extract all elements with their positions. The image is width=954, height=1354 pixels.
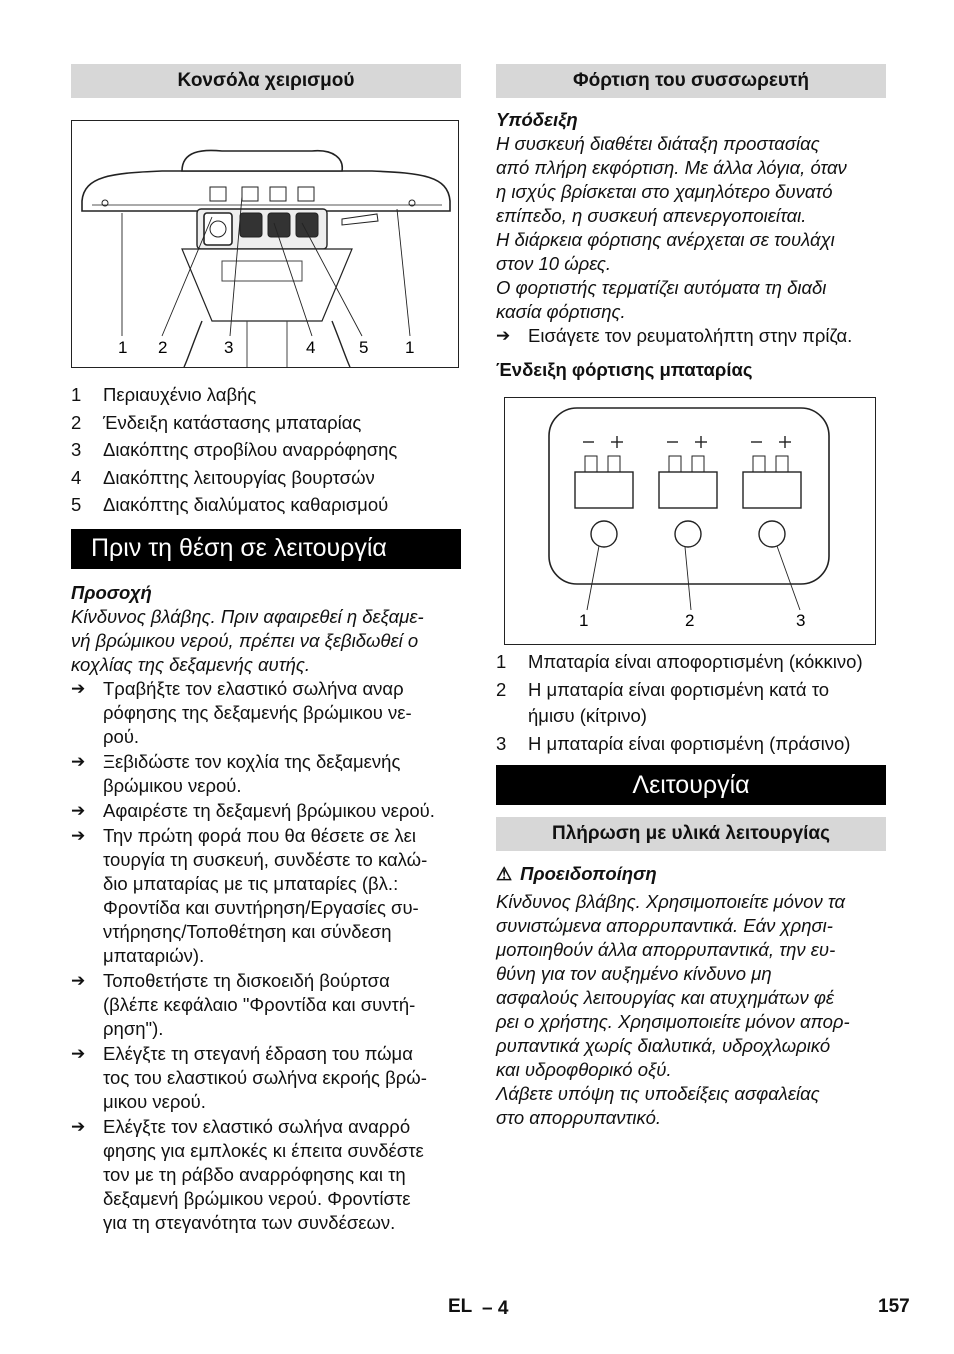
step-item: ➔ Αφαιρέστε τη δεξαμενή βρώμικου νερού. [71,799,435,821]
step-item: ➔ Ξεβιδώστε τον κοχλία της δεξαμενής βρώμικου νερού. [71,750,401,796]
step-item: ➔ Ελέγξτε τον ελαστικό σωλήνα αναρρό φησης για εμπλοκές κι έπειτα συνδέστε τον με τη ράβδο αναρρόφησης και τη δεξαμενή βρώμικου νερού. Φροντίστε για τη στεγανότητα των συνδέσεων. [71,1115,424,1233]
lamp-yellow [675,521,701,547]
section-title-operation: Λειτουργία [496,765,886,805]
fig-label-5: 5 [359,338,369,357]
step-item: ➔ Τοποθετήστε τη δισκοειδή βούρτσα (βλέπε κεφάλαιο "Φροντίδα και συντή- ρηση"). [71,969,416,1039]
list-item: 5 Διακόπτης διαλύματος καθαρισμού [71,494,389,515]
fig-label-2: 2 [158,338,168,357]
step-item: ➔ Τραβήξτε τον ελαστικό σωλήνα αναρ ρόφησης της δεξαμενής βρώμικου νε- ρού. [71,677,412,747]
fill-heading: Πλήρωση με υλικά λειτουργίας [496,817,886,851]
console-figure [71,120,459,368]
charging-steps [496,324,886,348]
note-text: Η συσκευή διαθέτει διάταξη προστασίας από πλήρη εκφόρτιση. Με άλλα λόγια, όταν η ισχύς βρίσκεται στο χαμηλότερο δυνατό επίπεδο, η συσκευή απενεργοποιείται. Η διάρκεια φόρτισης ανέρχεται σε τουλάχι στον 10 ώρες. Ο φορτιστής τερματίζει αυτόματα τη διαδι κασία φόρτισης. [496,133,847,322]
arrow-right-icon: ➔ [71,1116,86,1136]
fig-label-1b: 1 [405,338,415,357]
list-item: 4 Διακόπτης λειτουργίας βουρτσών [71,466,375,488]
console-legend [71,381,461,519]
list-item: 1 Μπαταρία είναι αποφορτισμένη (κόκκινο) [496,651,863,672]
step-item: ➔ Ελέγξτε τη στεγανή έδραση του πώμα τος του ελαστικού σωλήνα εκροής βρώ- μικου νερού. [71,1042,427,1112]
battery-fig-label-2: 2 [685,611,695,630]
lamp-green [759,521,785,547]
step-item: ➔ Εισάγετε τον ρευματολήπτη στην πρίζα. [496,325,853,346]
list-item: 2 Η μπαταρία είναι φορτισμένη κατά το ήμισυ (κίτρινο) [496,679,830,726]
arrow-right-icon: ➔ [71,825,86,845]
arrow-right-icon: ➔ [71,751,86,771]
list-item: 2 Ένδειξη κατάστασης μπαταρίας [71,411,362,433]
preparation-steps [71,677,461,1235]
fig-label-3: 3 [224,338,234,357]
battery-fig-label-1: 1 [579,611,589,630]
section-title-before-operation: Πριν τη θέση σε λειτουργία [71,529,461,569]
arrow-right-icon: ➔ [71,800,86,820]
caution-label: Προσοχή [71,581,152,603]
page-number: 157 [878,1296,910,1317]
battery-legend [496,649,886,757]
warning-triangle-icon: ⚠ [496,864,513,884]
battery-indicator-figure [504,397,876,645]
note-label: Υπόδειξη [496,109,578,130]
console-heading: Κονσόλα χειρισμού [71,64,461,98]
list-item: 1 Περιαυχένιο λαβής [71,384,257,405]
indicator-heading: Ένδειξη φόρτισης μπαταρίας [496,359,753,380]
list-item: 3 Διακόπτης στροβίλου αναρρόφησης [71,439,398,460]
arrow-right-icon: ➔ [496,326,511,345]
caution-text: Κίνδυνος βλάβης. Πριν αφαιρεθεί η δεξαμε- νή βρώμικου νερού, πρέπει να ξεβιδωθεί ο κοχλίας της δεξαμενής αυτής. [71,605,424,675]
arrow-right-icon: ➔ [71,1043,86,1063]
fig-label-4: 4 [306,338,316,357]
arrow-right-icon: ➔ [71,678,86,698]
warning-text: Κίνδυνος βλάβης. Χρησιμοποιείτε μόνον τα συνιστώμενα απορρυπαντικά. Εάν χρησι- μοποιηθούν άλλα απορρυπαντικά, την ευ- θύνη για τον αυξημένο κίνδυνο μη ασφαλούς λειτουργίας και ατυχημάτων φέ ρει ο χρήστης. Χρησιμοποιείτε μόνον απορ- ρυπαντικά χωρίς διαλυτικά, υδροχλωρικό και υδροφθορικό οξύ. Λάβετε υπόψη τις υποδείξεις ασφαλείας στο απορρυπαντικό. [496,891,850,1128]
right-column [496,64,886,1130]
footer-section-number: – 4 [482,1298,509,1319]
footer-lang: EL [448,1296,473,1317]
fig-label-1: 1 [118,338,128,357]
battery-indicator-drawing [505,398,875,644]
lamp-red [591,521,617,547]
arrow-right-icon: ➔ [71,970,86,990]
step-item: ➔ Την πρώτη φορά που θα θέσετε σε λει τουργία τη συσκευή, συνδέστε το καλώ- διο μπαταρίας με τις μπαταρίες (βλ.: Φροντίδα και συντήρηση/Εργασίες συ- ντήρησης/Τοποθέτηση και σύνδεση μπαταριών). [71,824,428,966]
warning-label-row: ⚠ Προειδοποίηση [496,863,657,884]
battery-fig-label-3: 3 [796,611,806,630]
console-drawing [72,121,458,367]
list-item: 3 Η μπαταρία είναι φορτισμένη (πράσινο) [496,733,851,754]
left-column [71,64,461,1236]
charging-heading: Φόρτιση του συσσωρευτή [496,64,886,98]
